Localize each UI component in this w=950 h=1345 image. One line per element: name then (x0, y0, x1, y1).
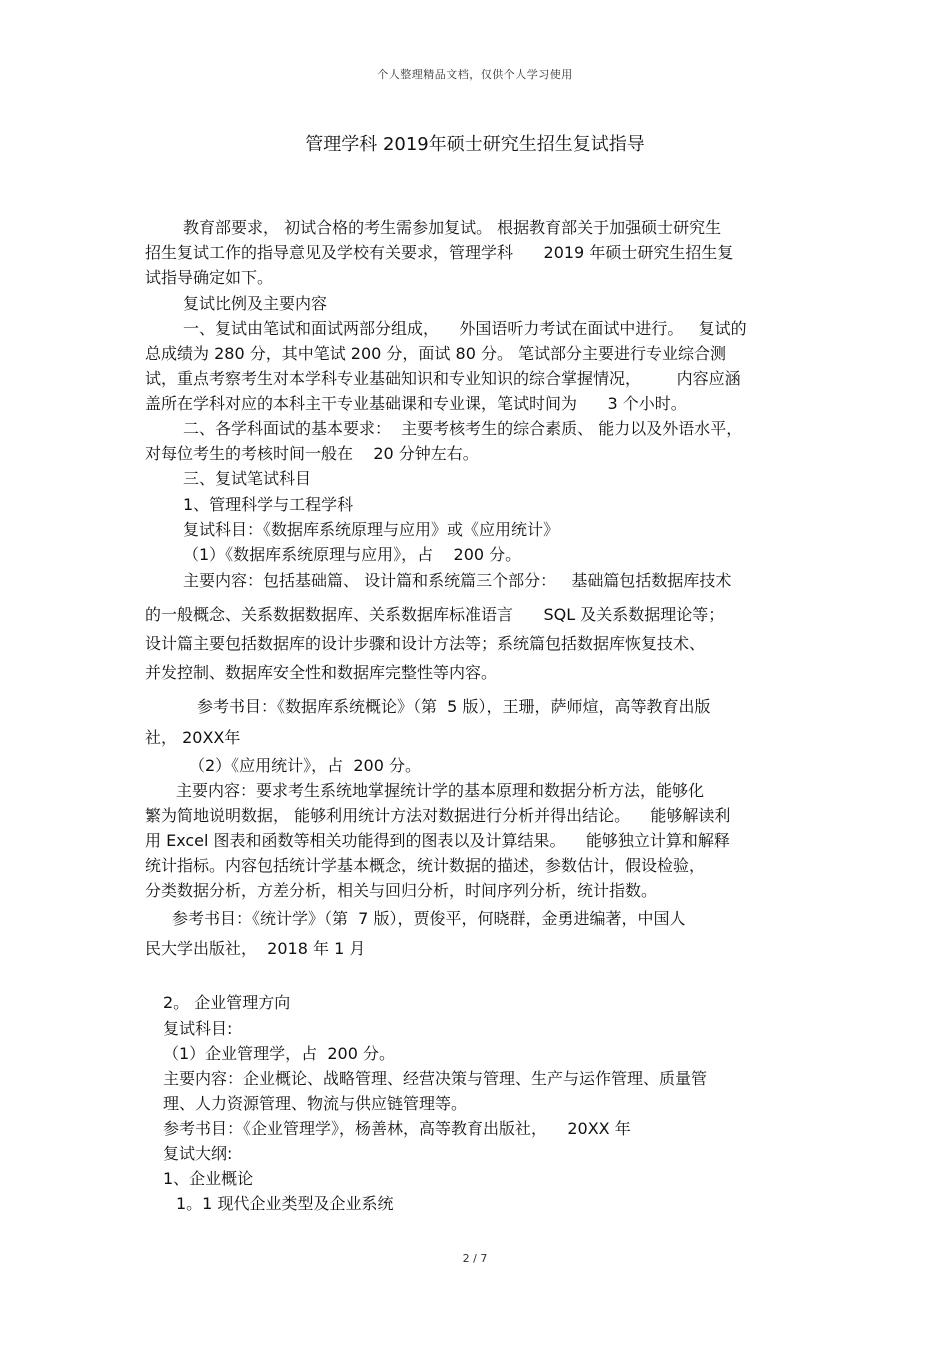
paragraph-line: 试指导确定如下。 (145, 268, 274, 287)
paragraph-line: 复试科目：《数据库系统原理与应用》或《应用统计》 (183, 520, 560, 539)
paragraph-line: （2）《应用统计》，占 200 分。 (189, 756, 421, 775)
paragraph-line: 用 Excel 图表和函数等相关功能得到的图表以及计算结果。 能够独立计算和解释 (145, 831, 730, 850)
paragraph-line: 总成绩为 280 分，其中笔试 200 分，面试 80 分。 笔试部分主要进行专业综合测 (145, 344, 727, 363)
paragraph-line: （1）企业管理学，占 200 分。 (163, 1044, 395, 1063)
paragraph-line: 试，重点考察考生对本学科专业基础知识和专业知识的综合掌握情况， 内容应涵 (145, 369, 741, 388)
paragraph-line: 复试科目: (163, 1019, 233, 1038)
section-heading: 复试比例及主要内容 (183, 294, 328, 313)
paragraph-line: 的一般概念、关系数据数据库、关系数据库标准语言 SQL 及关系数据理论等； (145, 605, 725, 624)
reference-line: 参考书目：《统计学》（第 7 版），贾俊平，何晓群，金勇进编著，中国人 (172, 909, 686, 928)
paragraph-line: 盖所在学科对应的本科主干专业基础课和专业课，笔试时间为 3 个小时。 (145, 394, 687, 413)
paragraph-line: 分类数据分析，方差分析，相关与回归分析，时间序列分析，统计指数。 (145, 881, 658, 900)
reference-line: 民大学出版社， 2018 年 1 月 (145, 939, 366, 958)
reference-line: 社， 20XX年 (145, 728, 241, 747)
paragraph-line: 主要内容：企业概论、战略管理、经营决策与管理、生产与运作管理、质量管 (163, 1069, 708, 1088)
paragraph-line: 教育部要求， 初试合格的考生需参加复试。 根据教育部关于加强硕士研究生 (183, 218, 722, 237)
document-title: 管理学科 2019年硕士研究生招生复试指导 (305, 134, 645, 155)
page-header-note: 个人整理精品文档，仅供个人学习使用 (377, 68, 573, 81)
paragraph-line: 繁为简地说明数据， 能够利用统计方法对数据进行分析并得出结论。 能够解读利 (145, 806, 731, 825)
subsection-heading: 1、管理科学与工程学科 (183, 495, 354, 514)
paragraph-line: 理、人力资源管理、物流与供应链管理等。 (163, 1094, 468, 1113)
paragraph-line: 招生复试工作的指导意见及学校有关要求，管理学科 2019 年硕士研究生招生复 (145, 243, 734, 262)
paragraph-line: 并发控制、数据库安全性和数据库完整性等内容。 (145, 663, 498, 682)
page-number: 2 / 7 (462, 1252, 488, 1265)
paragraph-line: 统计指标。内容包括统计学基本概念，统计数据的描述，参数估计，假设检验， (145, 856, 706, 875)
paragraph-line: 设计篇主要包括数据库的设计步骤和设计方法等；系统篇包括数据库恢复技术、 (145, 634, 706, 653)
reference-line: 参考书目：《企业管理学》，杨善林，高等教育出版社， 20XX 年 (163, 1119, 631, 1138)
section-heading: 三、复试笔试科目 (183, 469, 312, 488)
outline-item: 1。1 现代企业类型及企业系统 (176, 1194, 394, 1213)
paragraph-line: 二、各学科面试的基本要求： 主要考核考生的综合素质、 能力以及外语水平， (183, 419, 743, 438)
reference-line: 参考书目：《数据库系统概论》（第 5 版），王珊，萨师煊，高等教育出版 (197, 697, 711, 716)
paragraph-line: 对每位考生的考核时间一般在 20 分钟左右。 (145, 444, 479, 463)
paragraph-line: 复试大纲: (163, 1144, 233, 1163)
paragraph-line: （1）《数据库系统原理与应用》，占 200 分。 (183, 545, 522, 564)
paragraph-line: 一、复试由笔试和面试两部分组成， 外国语听力考试在面试中进行。 复试的 (183, 319, 747, 338)
outline-heading: 1、企业概论 (163, 1169, 254, 1188)
paragraph-line: 主要内容：包括基础篇、 设计篇和系统篇三个部分： 基础篇包括数据库技术 (183, 571, 732, 590)
subsection-heading: 2。 企业管理方向 (163, 993, 291, 1012)
paragraph-line: 主要内容：要求考生系统地掌握统计学的基本原理和数据分析方法，能够化 (176, 781, 705, 800)
